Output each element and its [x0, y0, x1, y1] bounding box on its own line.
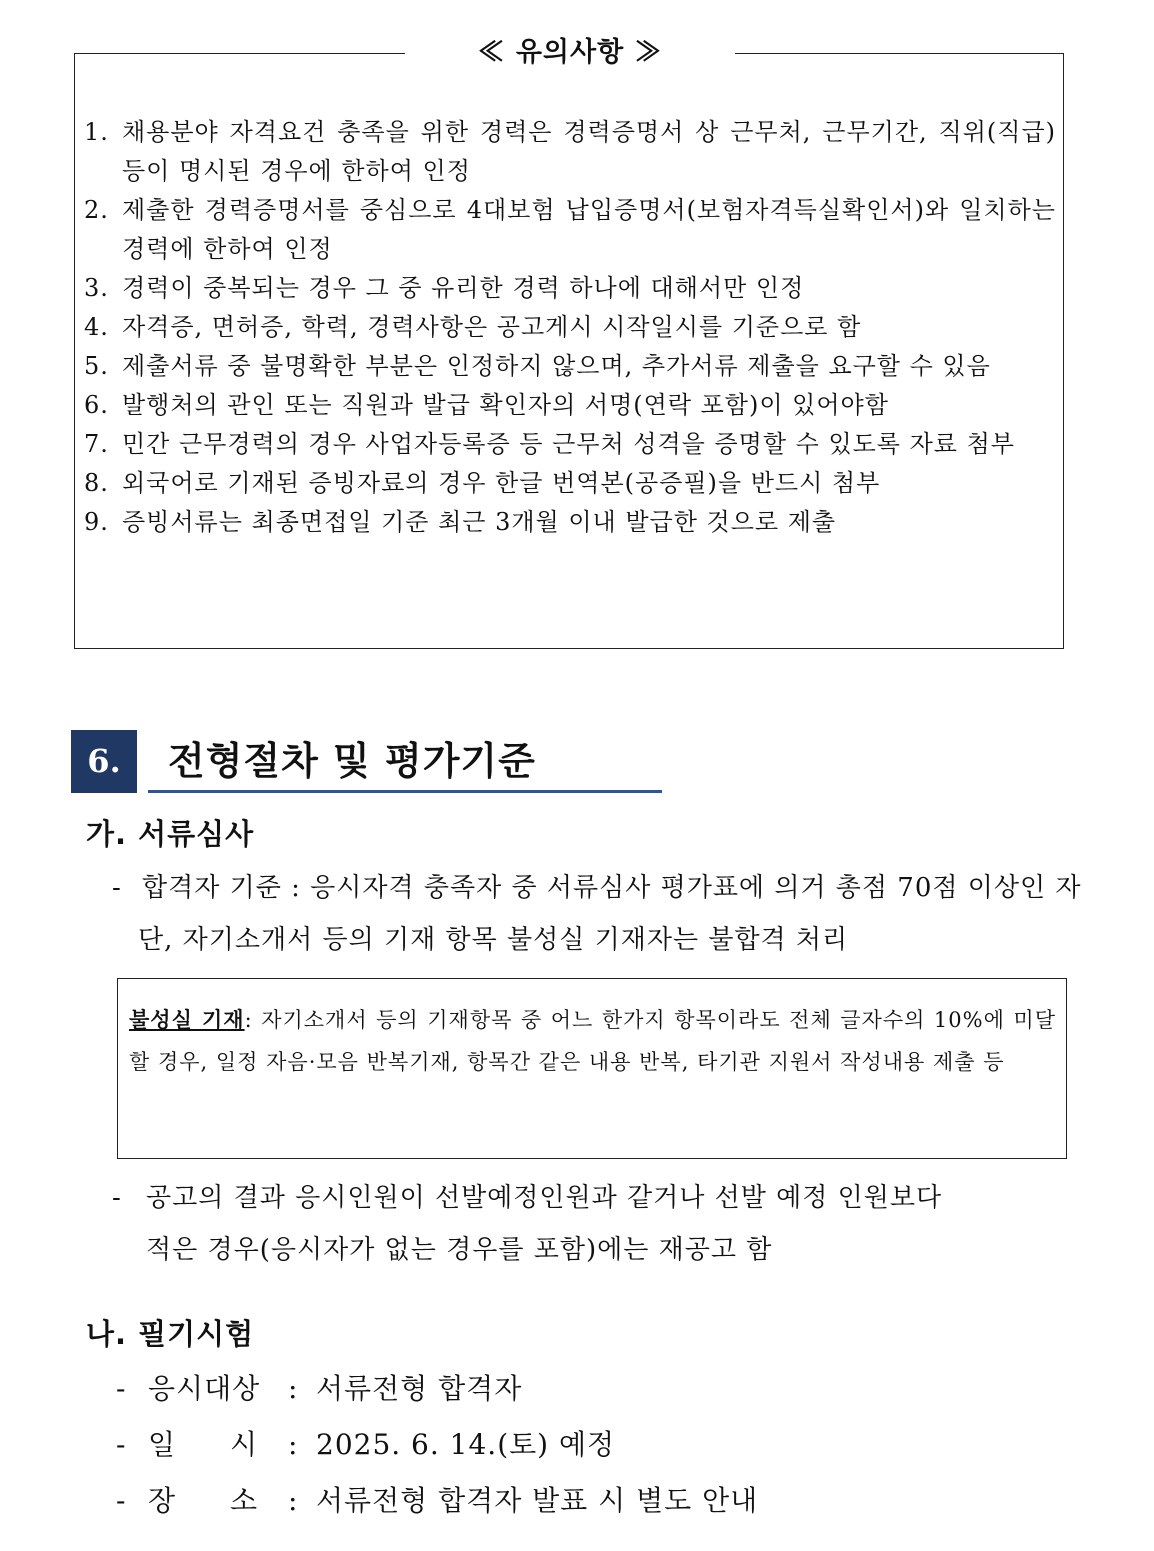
notice-item-5 [84, 347, 1056, 386]
notice-text: 채용분야 자격요건 충족을 위한 경력은 경력증명서 상 근무처, 근무기간, 직위(직급)등이 명시된 경우에 한하여 인정 [122, 118, 1056, 185]
notice-number: 6. [84, 391, 109, 419]
label-char: 일 [148, 1428, 177, 1461]
exam-place-value: 서류전형 합격자 발표 시 별도 안내 [316, 1484, 759, 1517]
section-title: 전형절차 및 평가기준 [168, 739, 536, 783]
notice-item-4 [84, 308, 1056, 347]
insincere-entry-label: 불성실 기재 [129, 1007, 245, 1032]
repost-notice-line-2: 적은 경우(응시자가 없는 경우를 포함)에는 재공고 함 [146, 1235, 773, 1265]
notice-number: 1. [84, 118, 109, 146]
notice-number: 3. [84, 274, 109, 302]
notice-text: 제출서류 중 불명확한 부분은 인정하지 않으며, 추가서류 제출을 요구할 수 있음 [122, 352, 991, 380]
bullet-dash: - [112, 1183, 122, 1213]
subsection-heading-document-review: 가. 서류심사 [86, 817, 255, 851]
pass-criteria-line-1: 합격자 기준 : 응시자격 충족자 중 서류심사 평가표에 의거 총점 70점 이상인 자 [142, 873, 1082, 903]
notice-number: 5. [84, 352, 109, 380]
notice-item-2 [84, 191, 1056, 269]
label-char: 장 [148, 1484, 177, 1517]
notice-item-7 [84, 425, 1056, 464]
section-number-badge: 6. [71, 730, 137, 793]
notice-item-9 [84, 503, 1056, 542]
notice-number: 4. [84, 313, 109, 341]
colon: : [288, 1372, 299, 1405]
notice-text: 경력이 중복되는 경우 그 중 유리한 경력 하나에 대해서만 인정 [122, 274, 805, 302]
bullet-dash: - [116, 1484, 127, 1517]
exam-target-row [116, 1364, 522, 1414]
notice-item-3 [84, 269, 1056, 308]
notice-text: 제출한 경력증명서를 중심으로 4대보험 납입증명서(보험자격득실확인서)와 일치하는 경력에 한하여 인정 [122, 196, 1056, 263]
notice-number: 7. [84, 430, 109, 458]
notice-item-6 [84, 386, 1056, 425]
pass-criteria-line-2: 단, 자기소개서 등의 기재 항목 불성실 기재자는 불합격 처리 [138, 925, 849, 955]
notice-item-1 [84, 113, 1056, 191]
colon: : [288, 1484, 299, 1517]
label-char: 소 [229, 1484, 258, 1517]
notice-text: 발행처의 관인 또는 직원과 발급 확인자의 서명(연락 포함)이 있어야함 [122, 391, 889, 419]
notice-text: 자격증, 면허증, 학력, 경력사항은 공고게시 시작일시를 기준으로 함 [122, 313, 862, 341]
notice-text: 증빙서류는 최종면접일 기준 최근 3개월 이내 발급한 것으로 제출 [122, 508, 837, 536]
exam-place-row [116, 1476, 758, 1526]
bullet-dash: - [112, 873, 122, 903]
notice-item-8 [84, 464, 1056, 503]
section-title-underline [148, 790, 662, 793]
exam-date-row [116, 1420, 615, 1470]
colon: : [288, 1428, 299, 1461]
exam-date-value: 2025. 6. 14.(토) 예정 [316, 1428, 616, 1461]
exam-place-label [148, 1476, 258, 1526]
subsection-heading-written-exam: 나. 필기시험 [86, 1317, 255, 1351]
notice-text: 외국어로 기재된 증빙자료의 경우 한글 번역본(공증필)을 반드시 첨부 [122, 469, 881, 497]
exam-target-value: 서류전형 합격자 [316, 1372, 523, 1405]
insincere-entry-note-box [117, 978, 1067, 1159]
notice-list [84, 113, 1056, 542]
bullet-dash: - [116, 1428, 127, 1461]
exam-target-label: 응시대상 [148, 1372, 261, 1405]
label-char: 시 [229, 1428, 258, 1461]
insincere-entry-text: : 자기소개서 등의 기재항목 중 어느 한가지 항목이라도 전체 글자수의 10%에 미달할 경우, 일정 자음·모음 반복기재, 항목간 같은 내용 반복, 타기관 지원서 작성내용 제출 등 [129, 1008, 1056, 1074]
notice-number: 9. [84, 508, 109, 536]
bullet-dash: - [116, 1372, 127, 1405]
notice-text: 민간 근무경력의 경우 사업자등록증 등 근무처 성격을 증명할 수 있도록 자료 첨부 [122, 430, 1015, 458]
notice-number: 2. [84, 196, 109, 224]
notice-title: ≪ 유의사항 ≫ [405, 30, 735, 76]
repost-notice-line-1: 공고의 결과 응시인원이 선발예정인원과 같거나 선발 예정 인원보다 [146, 1183, 943, 1213]
notice-number: 8. [84, 469, 109, 497]
exam-date-label [148, 1420, 258, 1470]
